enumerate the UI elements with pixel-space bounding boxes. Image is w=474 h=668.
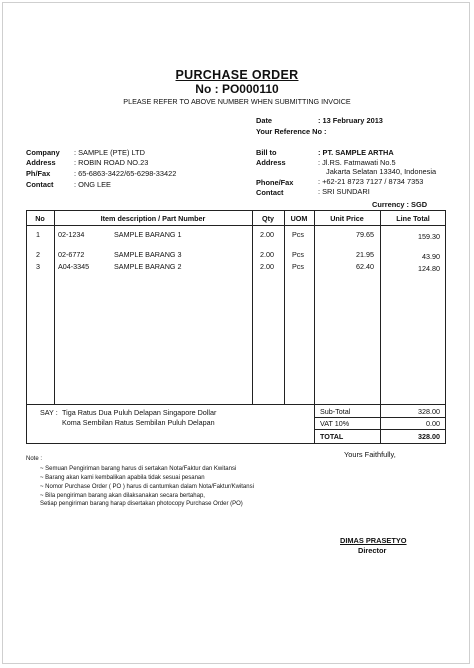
billto-address-line2: Jakarta Selatan 13340, Indonesia bbox=[326, 167, 437, 176]
supplier-contact-value: : ONG LEE bbox=[74, 180, 111, 189]
billto-contact-label: Contact bbox=[256, 188, 284, 197]
company-value: : SAMPLE (PTE) LTD bbox=[74, 148, 145, 157]
subtotal-value: 328.00 bbox=[418, 407, 440, 416]
row-qty: 2.00 bbox=[260, 250, 274, 259]
date-label: Date bbox=[256, 116, 273, 125]
row-qty: 2.00 bbox=[260, 262, 274, 271]
total-label: TOTAL bbox=[320, 432, 344, 441]
row-no: 3 bbox=[36, 262, 40, 271]
col-divider bbox=[54, 210, 55, 404]
note-item: Setiap pengiriman barang harap disertakan photocopy Purchase Order (PO) bbox=[40, 501, 243, 507]
billto-address-line1: : Jl.RS. Fatmawati No.5 bbox=[318, 158, 396, 167]
row-no: 1 bbox=[36, 230, 40, 239]
row-qty: 2.00 bbox=[260, 230, 274, 239]
row-code: A04-3345 bbox=[58, 262, 90, 271]
vat-label: VAT 10% bbox=[320, 419, 350, 428]
row-uom: Pcs bbox=[292, 262, 304, 271]
col-divider bbox=[252, 210, 253, 404]
invoice-instruction: PLEASE REFER TO ABOVE NUMBER WHEN SUBMITTING INVOICE bbox=[123, 97, 351, 106]
supplier-address-value: : ROBIN ROAD NO.23 bbox=[74, 158, 149, 167]
table-header-divider bbox=[26, 225, 446, 226]
row-uom: Pcs bbox=[292, 250, 304, 259]
col-header-line-total: Line Total bbox=[396, 214, 430, 223]
phfax-value: : 65-6863-3422/65-6298-33422 bbox=[74, 169, 177, 178]
row-code: 02-6772 bbox=[58, 250, 85, 259]
vat-value: 0.00 bbox=[426, 419, 440, 428]
total-value: 328.00 bbox=[418, 432, 440, 441]
summary-divider bbox=[26, 404, 446, 405]
signatory-name: DIMAS PRASETYO bbox=[340, 536, 407, 545]
row-code: 02-1234 bbox=[58, 230, 85, 239]
date-value: : 13 February 2013 bbox=[318, 116, 383, 125]
say-line2: Koma Sembilan Ratus Sembilan Puluh Delapan bbox=[62, 418, 215, 427]
row-total: 159.30 bbox=[418, 232, 440, 241]
row-desc: SAMPLE BARANG 1 bbox=[114, 230, 182, 239]
note-item: ~ Barang akan kami kembalikan apabila tidak sesuai pesanan bbox=[40, 475, 205, 481]
billto-contact-value: : SRI SUNDARI bbox=[318, 187, 370, 196]
col-header-unit-price: Unit Price bbox=[330, 214, 364, 223]
notes-label: Note : bbox=[26, 456, 43, 462]
row-desc: SAMPLE BARANG 2 bbox=[114, 262, 182, 271]
col-header-qty: Qty bbox=[262, 214, 274, 223]
subtotal-label: Sub-Total bbox=[320, 407, 351, 416]
vat-divider bbox=[314, 429, 446, 430]
row-no: 2 bbox=[36, 250, 40, 259]
say-line1: Tiga Ratus Dua Puluh Delapan Singapore Dollar bbox=[62, 408, 217, 417]
billto-address-label: Address bbox=[256, 158, 286, 167]
col-header-no: No bbox=[35, 214, 45, 223]
row-total: 124.80 bbox=[418, 264, 440, 273]
reference-label: Your Reference No : bbox=[256, 127, 327, 136]
col-header-description: Item description / Part Number bbox=[100, 214, 206, 223]
supplier-contact-label: Contact bbox=[26, 180, 54, 189]
col-divider bbox=[284, 210, 285, 404]
supplier-address-label: Address bbox=[26, 158, 56, 167]
closing-text: Yours Faithfully, bbox=[344, 450, 396, 459]
po-number: No : PO000110 bbox=[195, 82, 279, 96]
row-total: 43.90 bbox=[422, 252, 440, 261]
row-price: 21.95 bbox=[356, 250, 374, 259]
say-label: SAY : bbox=[40, 408, 58, 417]
note-item: ~ Semuan Pengiriman barang harus di sertakan Nota/Faktur dan Kwitansi bbox=[40, 466, 237, 472]
company-label: Company bbox=[26, 148, 60, 157]
note-item: ~ Bila pengiriman barang akan dilaksanakan secara bertahap, bbox=[40, 493, 205, 499]
phfax-label: Ph/Fax bbox=[26, 169, 51, 178]
currency: Currency : SGD bbox=[372, 200, 428, 209]
row-uom: Pcs bbox=[292, 230, 304, 239]
billto-label: Bill to bbox=[256, 148, 277, 157]
phonefax-value: : +62-21 8723 7127 / 8734 7353 bbox=[318, 177, 424, 186]
signatory-title: Director bbox=[358, 546, 387, 555]
row-desc: SAMPLE BARANG 3 bbox=[114, 250, 182, 259]
col-divider bbox=[314, 210, 315, 444]
col-header-uom: UOM bbox=[290, 214, 308, 223]
note-item: ~ Nomor Purchase Order ( PO ) harus di cantumkan dalam Nota/Faktur/Kwitansi bbox=[40, 484, 254, 490]
billto-value: : PT. SAMPLE ARTHA bbox=[318, 148, 394, 157]
phonefax-label: Phone/Fax bbox=[256, 178, 294, 187]
document-title: PURCHASE ORDER bbox=[175, 68, 299, 82]
row-price: 79.65 bbox=[356, 230, 374, 239]
row-price: 62.40 bbox=[356, 262, 374, 271]
subtotal-divider bbox=[314, 417, 446, 418]
